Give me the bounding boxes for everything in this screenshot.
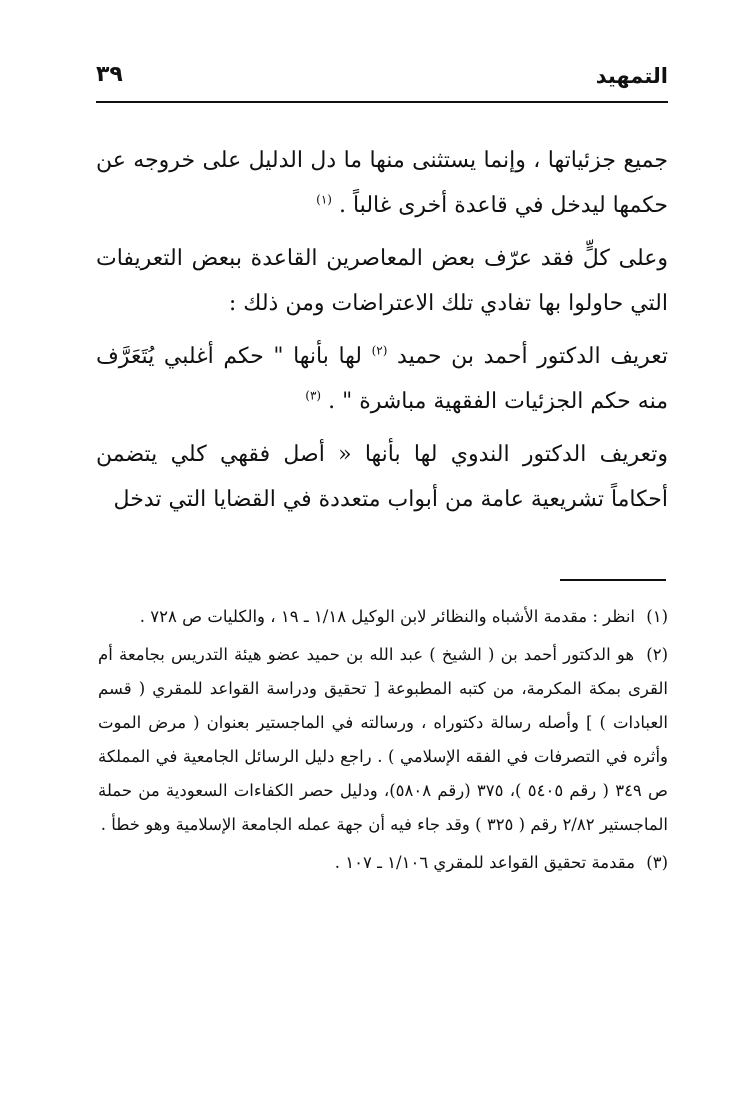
- footnote-1: [98, 600, 668, 634]
- footnote-number: (٣): [646, 853, 668, 872]
- paragraph-3-text-a: تعريف الدكتور أحمد بن حميد: [397, 344, 668, 369]
- footnote-ref-2: (٢): [371, 343, 388, 358]
- footnotes: [98, 600, 668, 884]
- paragraph-1-text: جميع جزئياتها ، وإنما يستثنى منها ما دل الدليل على خروجه عن حكمها ليدخل في قاعدة أخرى غالباً .: [96, 148, 668, 218]
- page-number: ٣٩: [96, 62, 123, 87]
- paragraph-3-text-b: لها بأنها " حكم أغلبي يُتَعَرَّف منه حكم الجزئيات الفقهية مباشرة " .: [96, 344, 668, 414]
- header-divider: [96, 101, 668, 103]
- paragraph-1: [96, 138, 668, 228]
- footnote-3: [98, 846, 668, 880]
- paragraph-4: [96, 432, 668, 522]
- paragraph-2-text: وعلى كلٍّ فقد عرّف بعض المعاصرين القاعدة ببعض التعريفات التي حاولوا بها تفادي تلك الاعتراضات ومن ذلك :: [96, 246, 668, 316]
- footnote-2: [98, 638, 668, 842]
- footnote-ref-1: (١): [316, 192, 332, 207]
- paragraph-2: [96, 236, 668, 326]
- footnote-text: هو الدكتور أحمد بن ( الشيخ ) عبد الله بن حميد عضو هيئة التدريس بجامعة أم القرى بمكة المكرمة، من كتبه المطبوعة [ تحقيق ودراسة القواعد للمقري ( قسم العبادات ) ] وأصله رسالة دكتوراه ، ورسالته في الماجستير بعنوان ( مرض الموت وأثره في التصرفات في الفقه الإسلامي ) . راجع دليل الرسائل الجامعية في المملكة ص ٣٤٩ ( رقم ٥٤٠٥ )، ٣٧٥ (رقم ٥٨٠٨)، ودليل حصر الكفاءات السعودية من حملة الماجستير ٢/٨٢ رقم ( ٣٢٥ ) وقد جاء فيه أن جهة عمله الجامعة الإسلامية وهو خطأ .: [98, 645, 668, 834]
- page-header: [96, 58, 668, 98]
- paragraph-3: [96, 334, 668, 424]
- footnote-number: (٢): [646, 645, 669, 664]
- paragraph-4-text: وتعريف الدكتور الندوي لها بأنها « أصل فقهي كلي يتضمن أحكاماً تشريعية عامة من أبواب متعددة في القضايا التي تدخل: [96, 442, 668, 512]
- footnote-number: (١): [646, 607, 668, 626]
- footnote-text: مقدمة تحقيق القواعد للمقري ١/١٠٦ ـ ١٠٧ .: [334, 853, 635, 872]
- footnote-ref-3: (٣): [305, 388, 322, 403]
- footnote-text: انظر : مقدمة الأشباه والنظائر لابن الوكيل ١/١٨ ـ ١٩ ، والكليات ص ٧٢٨ .: [139, 607, 635, 626]
- chapter-title: التمهيد: [595, 64, 668, 88]
- footnote-divider: [560, 579, 666, 581]
- main-text: [96, 138, 668, 530]
